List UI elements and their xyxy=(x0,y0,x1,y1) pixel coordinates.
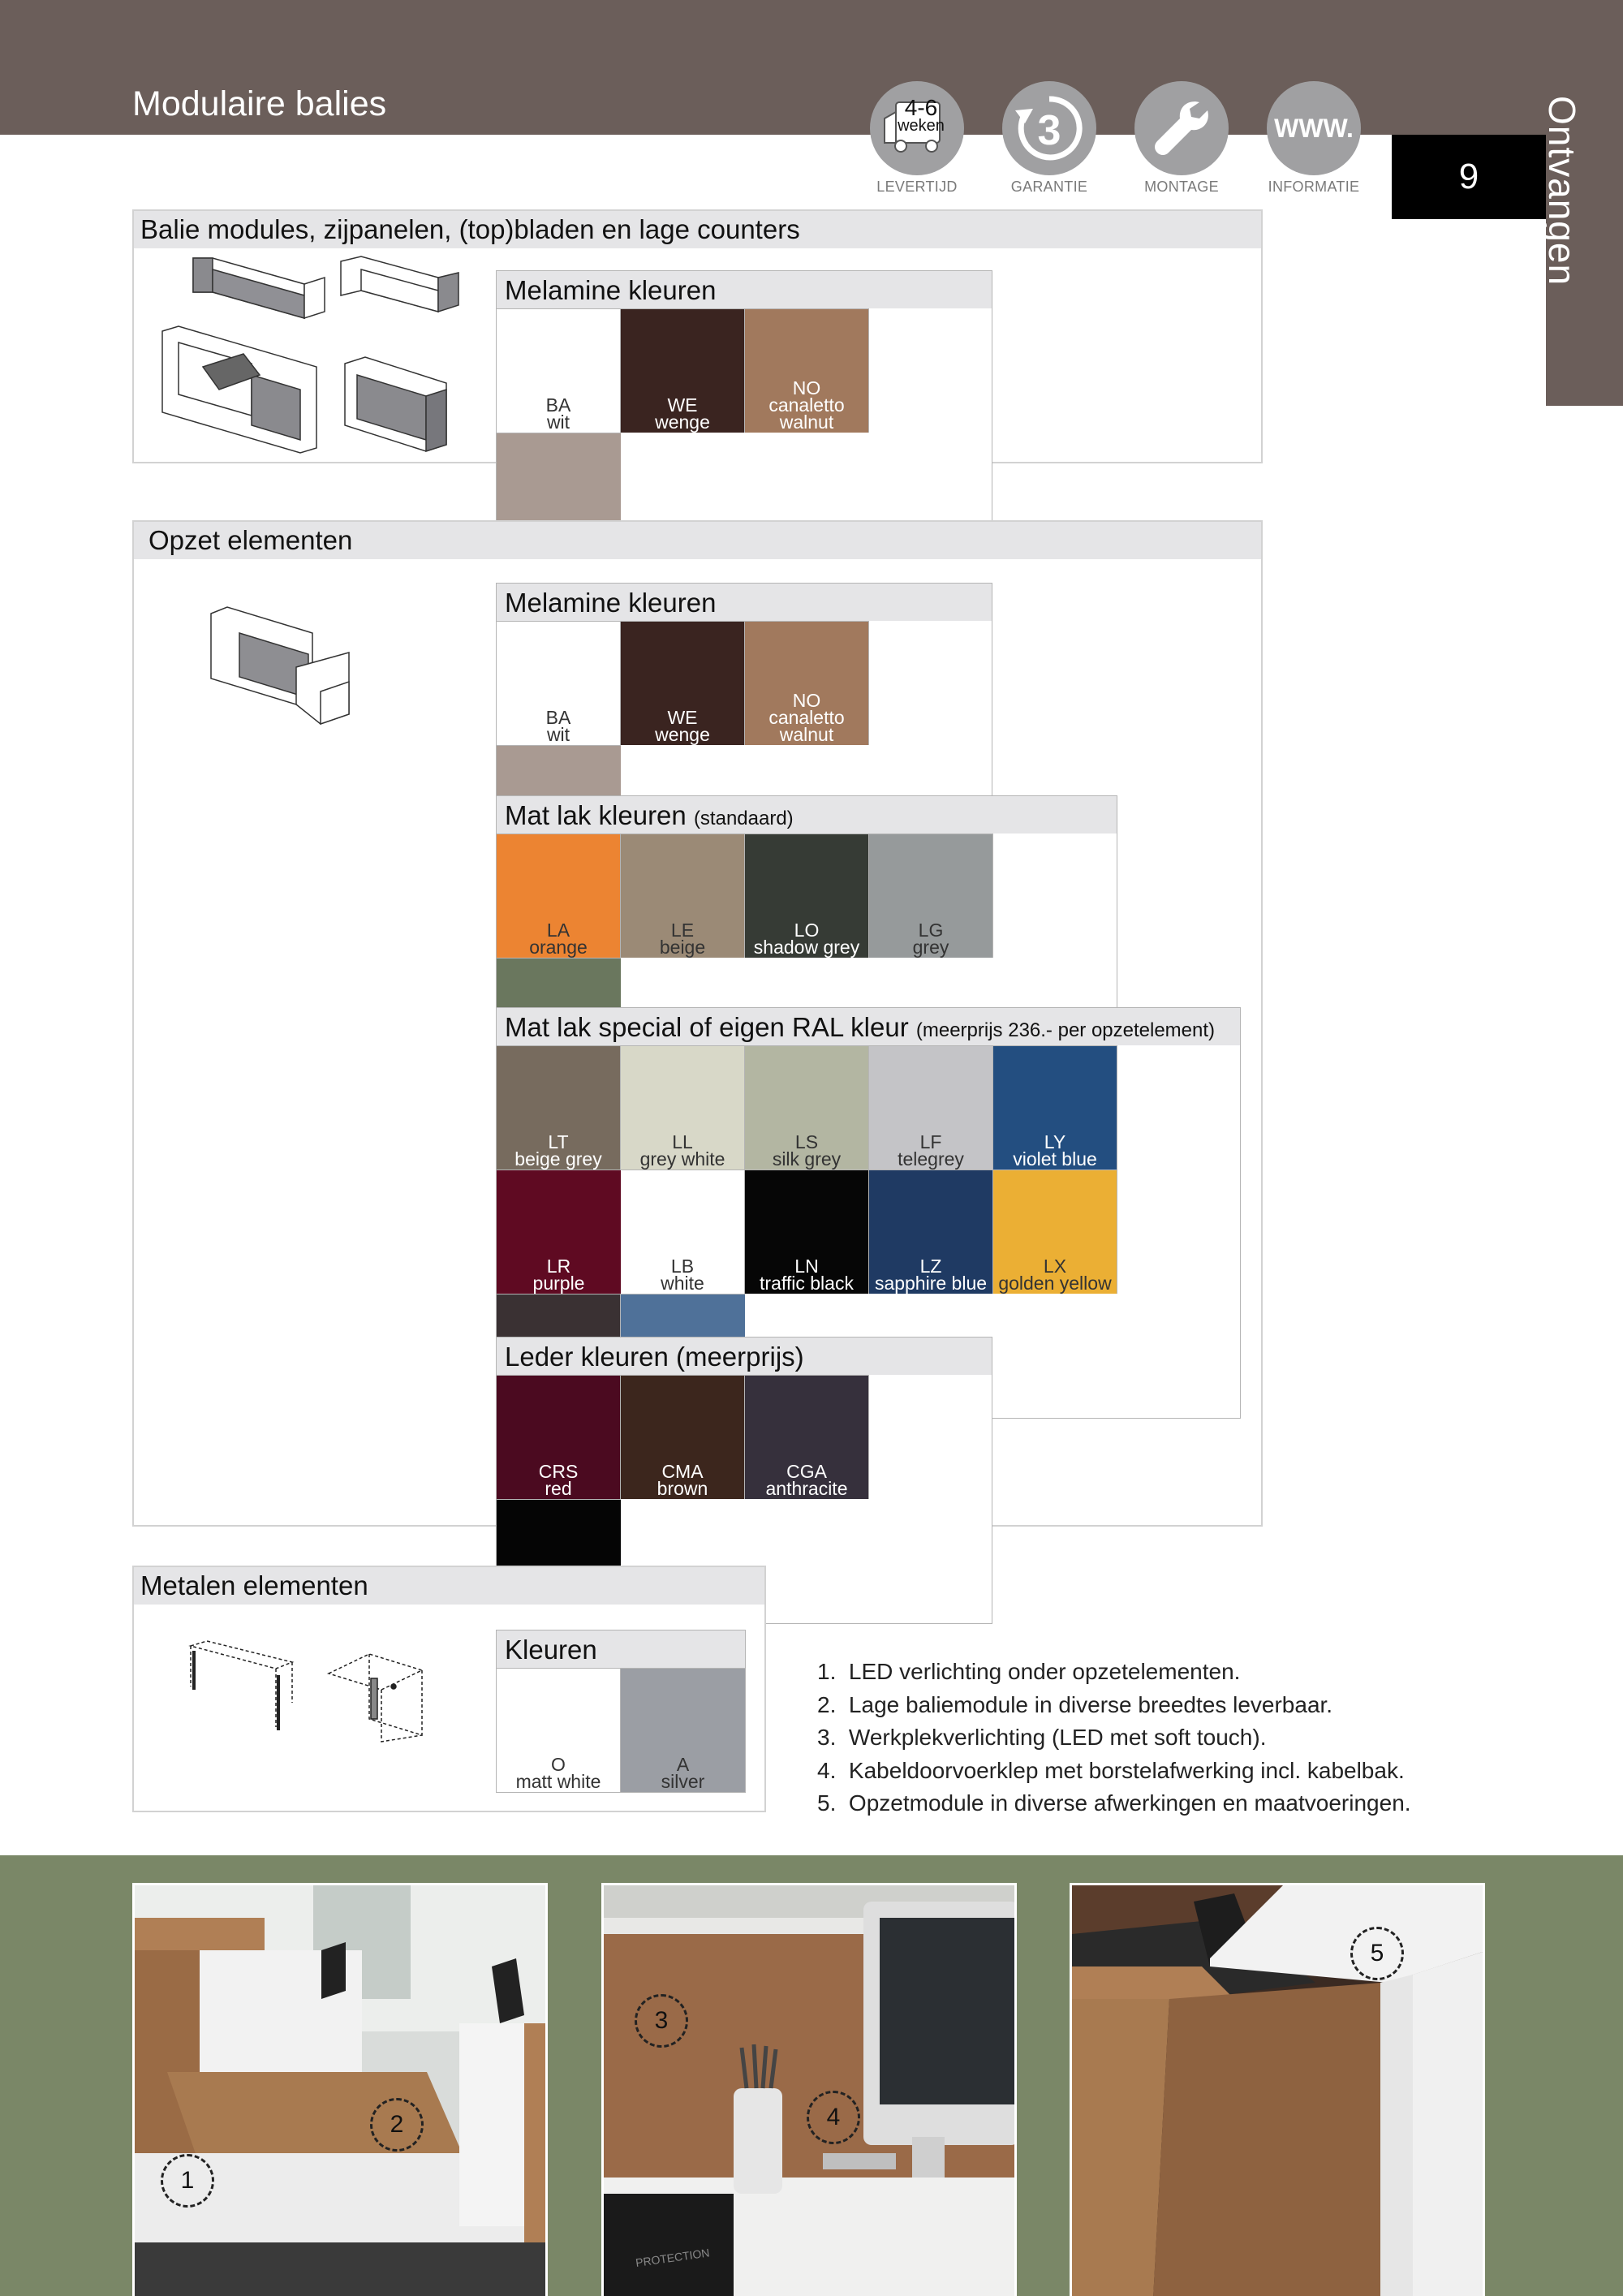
swatch-ln xyxy=(745,1170,869,1294)
svg-text:3: 3 xyxy=(1037,107,1061,154)
page-title: Modulaire balies xyxy=(132,84,387,123)
swatch-lz xyxy=(869,1170,993,1294)
wrench-icon xyxy=(1134,81,1229,175)
swatch-lg xyxy=(869,834,993,958)
warranty-badge xyxy=(988,81,1110,196)
photo-desk-corner xyxy=(1070,1883,1485,2296)
swatch-we xyxy=(621,308,745,433)
feature-list xyxy=(817,1656,1411,1820)
info-badge xyxy=(1253,81,1375,196)
swatch-code: LO xyxy=(794,920,820,941)
swatch-name: grey xyxy=(912,937,949,958)
assembly-label: MONTAGE xyxy=(1144,179,1219,195)
swatch-code: BA xyxy=(545,394,571,416)
swatch-lt xyxy=(497,1045,621,1170)
swatch-code: LY xyxy=(1044,1131,1066,1152)
swatch-ll xyxy=(621,1045,745,1170)
palette-title-main: Mat lak special of eigen RAL kleur xyxy=(505,1012,909,1042)
swatch-a xyxy=(621,1668,745,1792)
feature-item: 3. Werkplekverlichting (LED met soft touch). xyxy=(817,1725,1267,1750)
www-icon xyxy=(1267,81,1361,175)
swatch-code: LN xyxy=(794,1256,819,1277)
swatch-no xyxy=(745,621,869,745)
swatch-name: traffic black xyxy=(760,1273,854,1294)
palette-title-note: (meerprijs 236.- per opzetelement) xyxy=(915,1019,1216,1041)
feature-text: Werkplekverlichting (LED met soft touch). xyxy=(848,1725,1267,1750)
marker-2: 2 xyxy=(370,2098,424,2152)
swatch-grid xyxy=(497,1668,745,1792)
swatch-code: CMA xyxy=(661,1461,704,1482)
feature-text: LED verlichting onder opzetelementen. xyxy=(848,1659,1241,1684)
palette-melamine-1 xyxy=(496,270,992,558)
feature-text: Opzetmodule in diverse afwerkingen en maatvoeringen. xyxy=(848,1790,1411,1816)
palette-title: Melamine kleuren xyxy=(497,271,992,308)
swatch-name: red xyxy=(545,1478,572,1499)
swatch-no xyxy=(745,308,869,433)
marker-5: 5 xyxy=(1350,1927,1404,1980)
swatch-name: matt white xyxy=(515,1771,601,1792)
swatch-code: LA xyxy=(546,920,570,941)
swatch-ba xyxy=(497,308,621,433)
swatch-name: beige xyxy=(659,937,706,958)
swatch-crs xyxy=(497,1375,621,1499)
swatch-lx xyxy=(993,1170,1117,1294)
delivery-unit: weken xyxy=(898,117,945,135)
swatch-code: LL xyxy=(672,1131,693,1152)
palette-title: Kleuren xyxy=(497,1630,745,1668)
swatch-name: violet blue xyxy=(1013,1148,1097,1170)
swatch-code: CRS xyxy=(538,1461,579,1482)
photo-reception-desk xyxy=(132,1883,548,2296)
swatch-code: LG xyxy=(918,920,944,941)
warranty-label: GARANTIE xyxy=(1010,179,1088,195)
delivery-label: LEVERTIJD xyxy=(876,179,958,195)
swatch-name: golden yellow xyxy=(998,1273,1112,1294)
swatch-code: WE xyxy=(667,394,698,416)
swatch-lo xyxy=(745,834,869,958)
info-label: INFORMATIE xyxy=(1268,179,1360,195)
delivery-weeks: 4-6 xyxy=(904,95,938,120)
swatch-code: WE xyxy=(667,707,698,728)
warranty-3-icon xyxy=(1002,81,1096,175)
swatch-code: LT xyxy=(548,1131,569,1152)
swatch-code: LB xyxy=(670,1256,695,1277)
marker-4: 4 xyxy=(807,2091,860,2144)
swatch-code: NO xyxy=(792,690,821,711)
swatch-name: beige grey xyxy=(514,1148,602,1170)
section-title: Opzet elementen xyxy=(134,522,1261,559)
palette-title-main: Mat lak kleuren xyxy=(505,800,687,830)
swatch-name: grey white xyxy=(639,1148,725,1170)
swatch-lr xyxy=(497,1170,621,1294)
swatch-code: LE xyxy=(670,920,695,941)
opzet-illustration xyxy=(207,601,353,730)
swatch-code: LZ xyxy=(919,1256,942,1277)
swatch-name: canaletto walnut xyxy=(768,394,845,433)
swatch-code: O xyxy=(551,1754,566,1775)
swatch-o xyxy=(497,1668,621,1792)
swatch-name: wenge xyxy=(655,724,710,745)
swatch-ly xyxy=(993,1045,1117,1170)
marker-3: 3 xyxy=(635,1994,688,2048)
swatch-name: sapphire blue xyxy=(874,1273,988,1294)
palette-title-note: (standaard) xyxy=(693,808,794,829)
swatch-code: LX xyxy=(1043,1256,1067,1277)
page-number: 9 xyxy=(1392,135,1546,219)
feature-item: 2. Lage baliemodule in diverse breedtes leverbaar. xyxy=(817,1691,1333,1717)
marker-1: 1 xyxy=(161,2154,214,2208)
feature-text: Lage baliemodule in diverse breedtes leverbaar. xyxy=(848,1691,1333,1717)
swatch-name: wit xyxy=(546,411,570,433)
palette-title xyxy=(497,1008,1240,1045)
feature-item: 5. Opzetmodule in diverse afwerkingen en maatvoeringen. xyxy=(817,1790,1411,1816)
swatch-la xyxy=(497,834,621,958)
swatch-code: A xyxy=(676,1754,690,1775)
feature-item: 4. Kabeldoorvoerklep met borstelafwerking incl. kabelbak. xyxy=(817,1757,1405,1783)
swatch-name: shadow grey xyxy=(753,937,860,958)
swatch-le xyxy=(621,834,745,958)
swatch-name: wit xyxy=(546,724,570,745)
metal-elements-illustration xyxy=(183,1638,434,1743)
swatch-cga xyxy=(745,1375,869,1499)
swatch-name: anthracite xyxy=(765,1478,848,1499)
delivery-time-badge xyxy=(856,81,978,196)
swatch-name: silk grey xyxy=(772,1148,842,1170)
swatch-code: LS xyxy=(794,1131,819,1152)
swatch-name: brown xyxy=(657,1478,708,1499)
balie-modules-illustration xyxy=(154,253,471,456)
www-glyph: WWW. xyxy=(1274,113,1354,143)
feature-text: Kabeldoorvoerklep met borstelafwerking incl. kabelbak. xyxy=(848,1757,1405,1783)
palette-title xyxy=(497,796,1117,834)
swatch-ba xyxy=(497,621,621,745)
swatch-code: LR xyxy=(546,1256,571,1277)
swatch-name: telegrey xyxy=(898,1148,964,1170)
swatch-name: white xyxy=(661,1273,704,1294)
feature-item: 1. LED verlichting onder opzetelementen. xyxy=(817,1659,1241,1684)
delivery-truck-icon xyxy=(870,81,964,175)
photo-workplace xyxy=(601,1883,1017,2296)
swatch-name: purple xyxy=(532,1273,585,1294)
swatch-name: silver xyxy=(661,1771,705,1792)
swatch-name: canaletto walnut xyxy=(768,707,845,745)
swatch-code: NO xyxy=(792,377,821,398)
swatch-we xyxy=(621,621,745,745)
swatch-name: orange xyxy=(529,937,588,958)
palette-title: Leder kleuren (meerprijs) xyxy=(497,1338,992,1375)
assembly-badge xyxy=(1121,81,1242,196)
book-text: PROTECTION xyxy=(635,2246,711,2269)
section-title: Balie modules, zijpanelen, (top)bladen en lage counters xyxy=(134,211,1261,248)
palette-metal xyxy=(496,1630,746,1793)
swatch-lf xyxy=(869,1045,993,1170)
side-tab-label: Ontvangen xyxy=(1541,96,1583,286)
swatch-code: LF xyxy=(919,1131,942,1152)
swatch-cma xyxy=(621,1375,745,1499)
palette-title: Melamine kleuren xyxy=(497,584,992,621)
swatch-ls xyxy=(745,1045,869,1170)
swatch-lb xyxy=(621,1170,745,1294)
swatch-code: CGA xyxy=(786,1461,827,1482)
section-title: Metalen elementen xyxy=(134,1567,764,1605)
swatch-name: wenge xyxy=(655,411,710,433)
swatch-code: BA xyxy=(545,707,571,728)
